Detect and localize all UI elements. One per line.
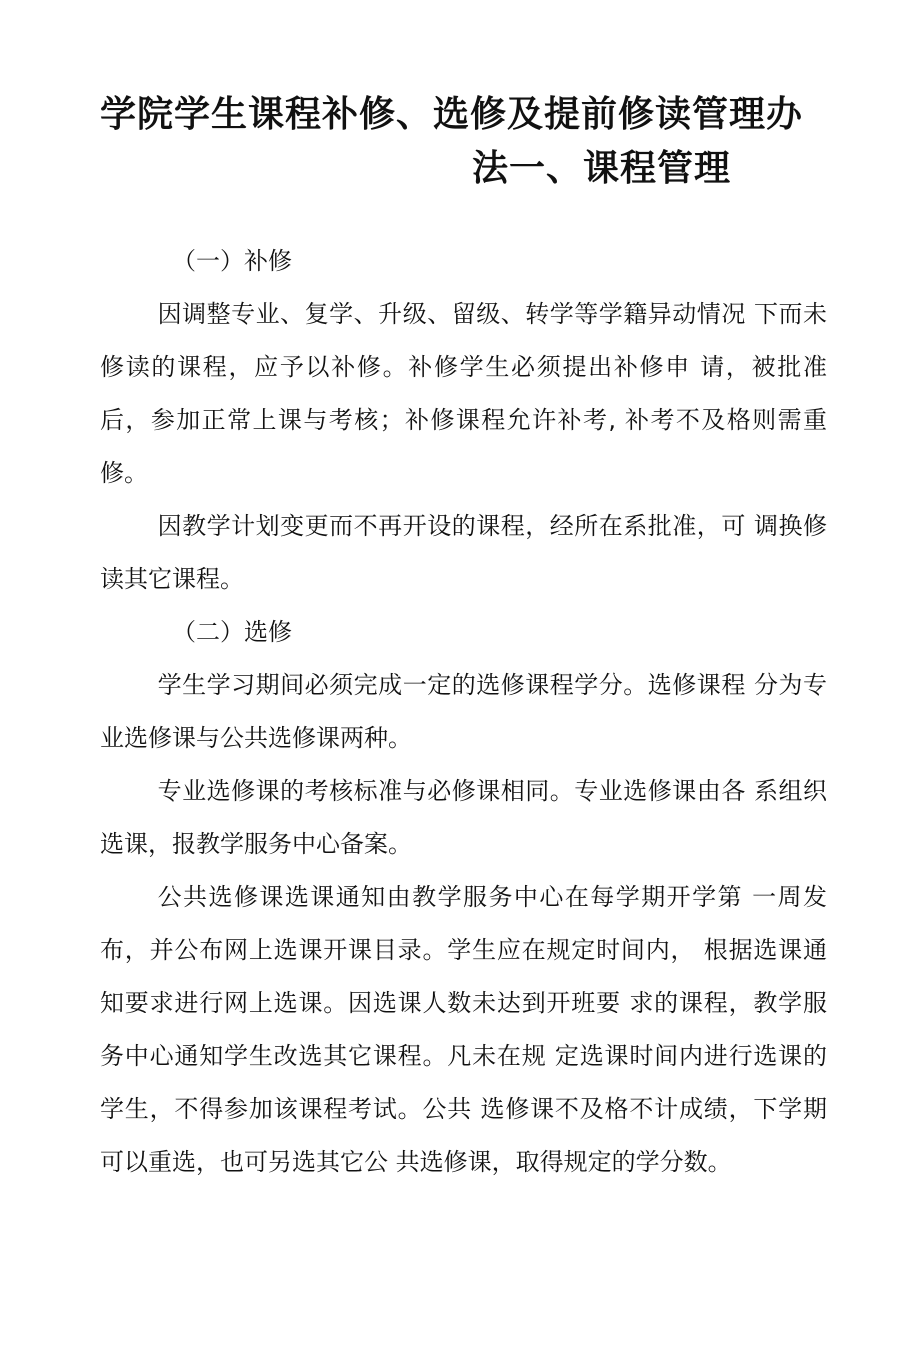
document-title [100, 88, 835, 196]
document-title-line1: 学院学生课程补修、选修及提前修读管理办 [100, 94, 804, 135]
paragraph: 学生学习期间必须完成一定的选修课程学分。选修课程 分为专业选修课与公共选修课两种。 [100, 671, 827, 752]
document-body [100, 235, 827, 1189]
document-title-line2: 法一、课程管理 [472, 148, 732, 189]
paragraph: 专业选修课的考核标准与必修课相同。专业选修课由各 系组织选课，报教学服务中心备案。 [100, 777, 827, 858]
paragraph: 因调整专业、复学、升级、留级、转学等学籍异动情况 下而未修读的课程，应予以补修。补修学生必须提出补修申 请，被批准后，参加正常上课与考核；补修课程允许补考, 补考不及格则需重修。 [100, 300, 827, 487]
section-heading-makeup: （一）补修 [172, 247, 292, 275]
section-heading-elective: （二）选修 [172, 618, 292, 646]
paragraph: 公共选修课选课通知由教学服务中心在每学期开学第 一周发布，并公布网上选课开课目录。学生应在规定时间内， 根据选课通知要求进行网上选课。因选课人数未达到开班要 求的课程，教学服务中心通知学生改选其它课程。凡未在规 定选课时间内进行选课的学生，不得参加该课程考试。公共 选修课不及格不计成绩，下学期可以重选，也可另选其它公 共选修课，取得规定的学分数。 [100, 883, 827, 1176]
paragraph: 因教学计划变更而不再开设的课程，经所在系批准，可 调换修读其它课程。 [100, 512, 827, 593]
